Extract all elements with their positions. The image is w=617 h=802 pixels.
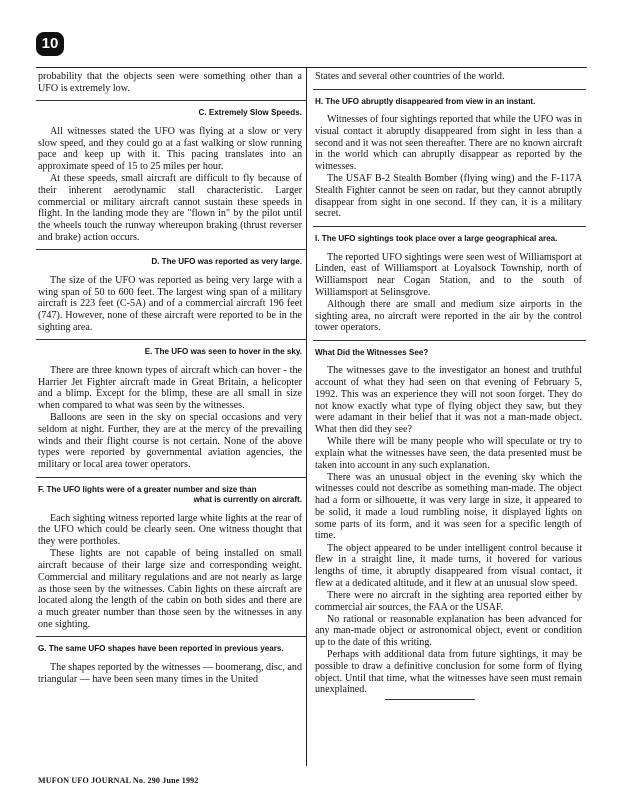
paragraph-w-7: Perhaps with additional data from future sightings, it may be possible to draw a definitive conclusion for some form of flying object. Until that time, what the witnesses have seen must remain unexplained. xyxy=(315,649,582,696)
heading-c: C. Extremely Slow Speeds. xyxy=(198,108,302,118)
paragraph-w-5: There were no aircraft in the sighting area reported either by commercial air sources, the FAA or the USAF. xyxy=(315,589,582,613)
heading-h: H. The UFO abruptly disappeared from view in an instant. xyxy=(315,96,536,106)
paragraph-e-1: There are three known types of aircraft which can hover - the Harrier Jet Fighter aircraft made in Great Britain, a helicopter and a blimp. Except for the blimp, these are all small in size when compared to what was seen by the witnesses. xyxy=(38,364,302,412)
paragraph-w-1: The witnesses gave to the investigator an honest and truthful account of what they had seen on that evening of February 5, 1992. This was an experience they will not soon forget. They do not know exactly what type of flying object they saw, but they were adamant in their belief that it was not a man-made object. What then did they see? xyxy=(315,365,582,435)
heading-e: E. The UFO was seen to hover in the sky. xyxy=(144,347,302,357)
paragraph-w-3: There was an unusual object in the evening sky which the witnesses could not describe as something man-made. The object had a form or silhouette, it was very large in size, it appeared to be solid, it made a loud rumbling noise, it displayed lights on some parts of its form, and it was seen for a specific length of time. xyxy=(315,471,582,542)
paragraph-i-1: The reported UFO sightings were seen west of Williamsport at Linden, east of Williamsport at Loyalsock Township, north of Williamsport near Cogan Station, and to the south of Williamsport at Selinsgrove. xyxy=(315,251,582,298)
heading-g: G. The same UFO shapes have been reported in previous years. xyxy=(38,644,284,654)
continued-paragraph: States and several other countries of the world. xyxy=(315,71,505,82)
paragraph-c-2: At these speeds, small aircraft are difficult to fly because of their inherent aerodynamic stall characteristic. Larger commercial or military aircraft cannot sustain these speeds in flight. In the landing mode they are "flown in" by the pilot until the wheels touch the runway whereupon braking (thrust reverser and brake) action occurs. xyxy=(38,173,302,243)
section-rule xyxy=(313,226,586,227)
paragraph-w-6: No rational or reasonable explanation has been advanced for any man-made object or astronomical object, event or condition up to the date of this writing. xyxy=(315,613,582,649)
section-rule xyxy=(313,89,586,90)
paragraph-f-1: Each sighting witness reported large white lights at the rear of the UFO which could be clearly seen. One witness thought that they were portholes. xyxy=(38,512,302,548)
left-column xyxy=(38,71,302,685)
column-divider xyxy=(306,67,307,766)
heading-i: I. The UFO sightings took place over a large geographical area. xyxy=(315,234,558,244)
top-rule xyxy=(36,67,587,68)
paragraph-f-2: These lights are not capable of being installed on small aircraft because of their large size and corresponding weight. Commercial and military regulations and are not nearly as large as those seen by the witnesses. Cabin lights on these aircraft are located along the length of the cabin on both sides and there are a much greater number than those seen by the witnesses in any one sighting. xyxy=(38,548,302,630)
paragraph-i-2: Although there are small and medium size airports in the sighting area, no aircraft were reported in the air by the control tower operators. xyxy=(315,298,582,334)
heading-f-line-1: F. The UFO lights were of a greater number and size than xyxy=(38,484,257,494)
heading-what-did-witnesses-see: What Did the Witnesses See? xyxy=(315,347,429,357)
paragraph-h-1: Witnesses of four sightings reported that while the UFO was in visual contact it abruptly disappeared from sight in less than a second and it was not seen thereafter. There are no known aircraft in the world which can abruptly disappear as reported by the witnesses. xyxy=(315,114,582,173)
section-rule xyxy=(36,339,306,340)
right-column xyxy=(315,71,582,700)
section-rule xyxy=(313,340,586,341)
paragraph-c-1: All witnesses stated the UFO was flying at a slow or very slow speed, and they could go at a fast walking or slow running pace and keep up with it. This pacing translates into an approximate speed of 15 to 25 miles per hour. xyxy=(38,125,302,173)
heading-f-line-2: what is currently on aircraft. xyxy=(193,495,302,505)
intro-paragraph: probability that the objects seen were something other than a UFO is extremely low. xyxy=(38,71,302,94)
section-rule xyxy=(36,249,306,250)
page-number-badge: 10 xyxy=(36,32,64,56)
journal-footer: MUFON UFO JOURNAL No. 290 June 1992 xyxy=(38,776,199,785)
paragraph-g-1: The shapes reported by the witnesses — boomerang, disc, and triangular — have been seen many times in the United xyxy=(38,661,302,685)
heading-f xyxy=(38,485,302,506)
section-rule xyxy=(36,100,306,101)
paragraph-w-2: While there will be many people who will speculate or try to explain what the witnesses have seen, the data presented must be taken into account in any such explanation. xyxy=(315,436,582,471)
heading-d: D. The UFO was reported as very large. xyxy=(151,257,302,267)
paragraph-h-2: The USAF B-2 Stealth Bomber (flying wing) and the F-117A Stealth Fighter cannot be seen on radar, but they cannot abruptly disappear from sight in one second. If they can, it is a military secret. xyxy=(315,173,582,220)
end-rule xyxy=(385,699,475,700)
paragraph-e-2: Balloons are seen in the sky on special occasions and very seldom at night. Further, they are at the mercy of the prevailing winds and their flight course is not certain. None of the above types were reported by governmental aviation agencies, the military or local area tower operators. xyxy=(38,412,302,471)
paragraph-d-1: The size of the UFO was reported as being very large with a wing span of 50 to 600 feet. The largest wing span of a military aircraft is 223 feet (C-5A) and of a commercial aircraft 196 feet (747). However, none of these aircraft were reported to be in the sighting area. xyxy=(38,274,302,333)
paragraph-w-4: The object appeared to be under intelligent control because it flew in a straight line, it made turns, it hovered for various lengths of time, it abruptly disappeared from visual contact, it flew at a dedicated altitude, and it flew at an unusual slow speed. xyxy=(315,542,582,589)
section-rule xyxy=(36,636,306,637)
section-rule xyxy=(36,477,306,478)
